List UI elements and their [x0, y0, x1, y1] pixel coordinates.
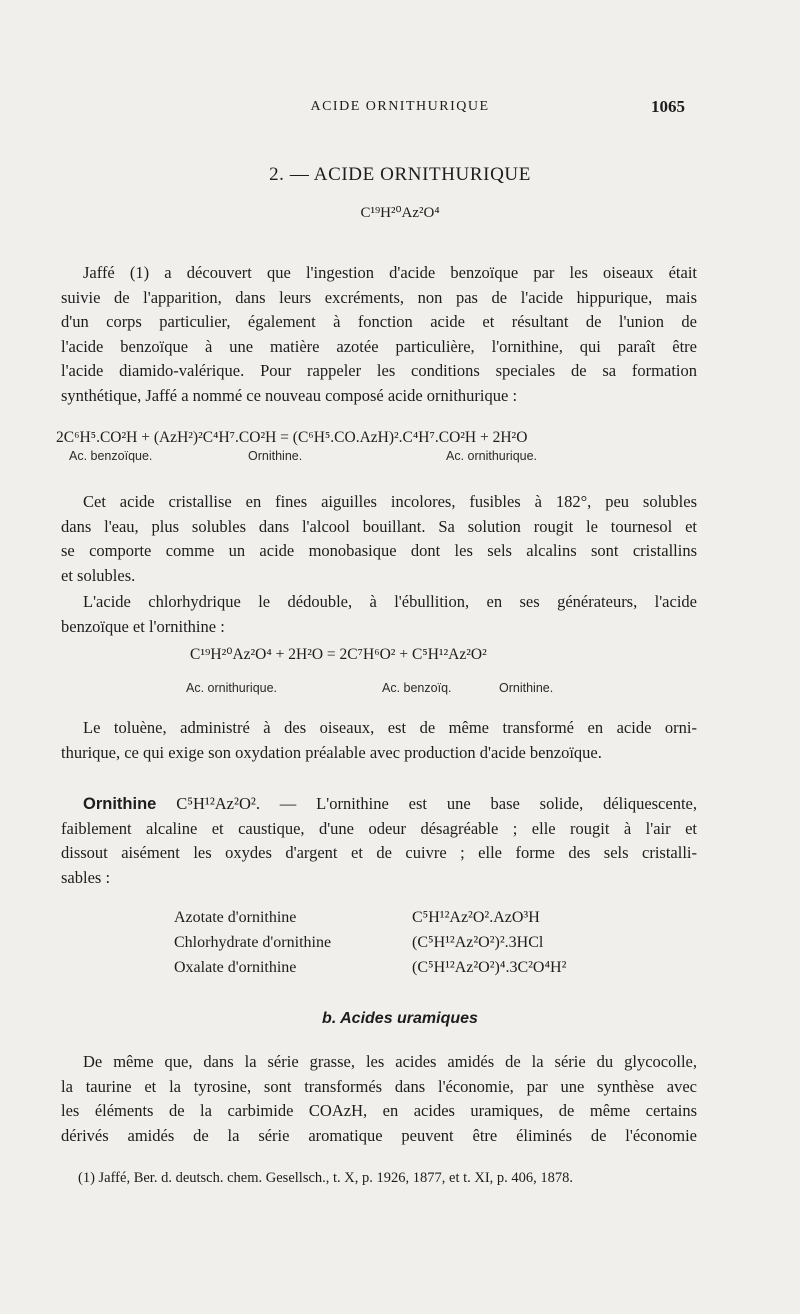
section-formula: C¹⁹H²⁰Az²O⁴ [360, 205, 440, 221]
text-line: dissout aisément les oxydes d'argent et de cuivre ; elle forme des sels cristalli- [61, 843, 697, 863]
text-line: suivie de l'apparition, dans leurs excréments, non pas de l'acide hippurique, mais [61, 287, 697, 307]
equation-label: Ac. ornithurique. [186, 681, 278, 695]
paragraph-properties [61, 490, 697, 588]
text-line: Le toluène, administré à des oiseaux, est de même transformé en acide orni- [83, 718, 697, 737]
salt-name: Oxalate d'ornithine [174, 959, 297, 976]
footnote: (1) Jaffé, Ber. d. deutsch. chem. Gesellsch., t. X, p. 1926, 1877, et t. XI, p. 406, 1878. [78, 1170, 574, 1186]
salt-formula: (C⁵H¹²Az²O²)⁴.3C²O⁴H² [412, 959, 567, 976]
text-line: et solubles. [61, 565, 136, 585]
text-line: d'un corps particulier, également à fonction acide et résultant de l'union de [61, 312, 697, 332]
equation-label: Ac. ornithurique. [446, 449, 538, 463]
paragraph-toluene [61, 716, 697, 765]
text-line: les éléments de la carbimide COAzH, en acides uramiques, de même certains [61, 1101, 697, 1121]
running-title: ACIDE ORNITHURIQUE [310, 99, 490, 114]
paragraph-ornithine [61, 792, 697, 890]
equation-label: Ac. benzoïq. [382, 681, 452, 695]
text-line: l'acide diamido-valérique. Pour rappeler les conditions speciales de sa formation [61, 361, 697, 381]
section-title: 2. — ACIDE ORNITHURIQUE [269, 164, 531, 185]
paragraph-hydrolysis [61, 590, 697, 639]
text-line: De même que, dans la série grasse, les acides amidés de la série du glycocolle, [83, 1052, 697, 1071]
text-line: dans l'eau, plus solubles dans l'alcool bouillant. Sa solution rougit le tournesol et [61, 516, 697, 536]
text-line: benzoïque et l'ornithine : [61, 616, 225, 636]
equation-label: Ac. benzoïque. [69, 449, 153, 463]
text-line: thurique, ce qui exige son oxydation préalable avec production d'acide benzoïque. [61, 742, 602, 762]
text-line: synthétique, Jaffé a nommé ce nouveau composé acide ornithurique : [61, 385, 518, 405]
page-number: 1065 [651, 97, 685, 116]
equation-label: Ornithine. [248, 449, 303, 463]
subsection-title: b. Acides uramiques [322, 1010, 478, 1027]
equation-label: Ornithine. [499, 681, 554, 695]
ornithine-heading: Ornithine [83, 795, 157, 813]
salt-formula: (C⁵H¹²Az²O²)².3HCl [412, 934, 544, 951]
salt-name: Azotate d'ornithine [174, 909, 297, 926]
paragraph-discovery [61, 261, 697, 409]
salt-name: Chlorhydrate d'ornithine [174, 934, 332, 951]
text-line: Cet acide cristallise en fines aiguilles incolores, fusibles à 182°, peu solubles [83, 492, 697, 511]
text-line: se comporte comme un acide monobasique dont les sels alcalins sont cristallins [61, 541, 697, 561]
equation-hydrolysis: C¹⁹H²⁰Az²O⁴ + 2H²O = 2C⁷H⁶O² + C⁵H¹²Az²O² [190, 646, 487, 663]
text-fragment: C⁵H¹²Az²O². — L'ornithine est une base solide, déliquescente, [156, 794, 697, 813]
text-line: la taurine et la tyrosine, sont transformés dans l'économie, par une synthèse avec [61, 1076, 697, 1096]
text-line: faiblement alcaline et caustique, d'une odeur désagréable ; elle rougit à l'air et [61, 818, 697, 838]
text-line: sables : [61, 867, 111, 887]
text-line: dérivés amidés de la série aromatique peuvent être éliminés de l'économie [61, 1125, 697, 1145]
text-line: l'acide benzoïque à une matière azotée particulière, l'ornithine, qui paraît être [61, 336, 697, 356]
text-line: L'acide chlorhydrique le dédouble, à l'ébullition, en ses générateurs, l'acide [83, 592, 697, 611]
salt-formula: C⁵H¹²Az²O².AzO³H [412, 909, 540, 926]
text-line: Jaffé (1) a découvert que l'ingestion d'acide benzoïque par les oiseaux était [83, 263, 697, 282]
text-line [61, 792, 697, 817]
paragraph-uramic-acids [61, 1050, 697, 1148]
equation-synthesis: 2C⁶H⁵.CO²H + (AzH²)²C⁴H⁷.CO²H = (C⁶H⁵.CO.AzH)².C⁴H⁷.CO²H + 2H²O [56, 429, 528, 446]
